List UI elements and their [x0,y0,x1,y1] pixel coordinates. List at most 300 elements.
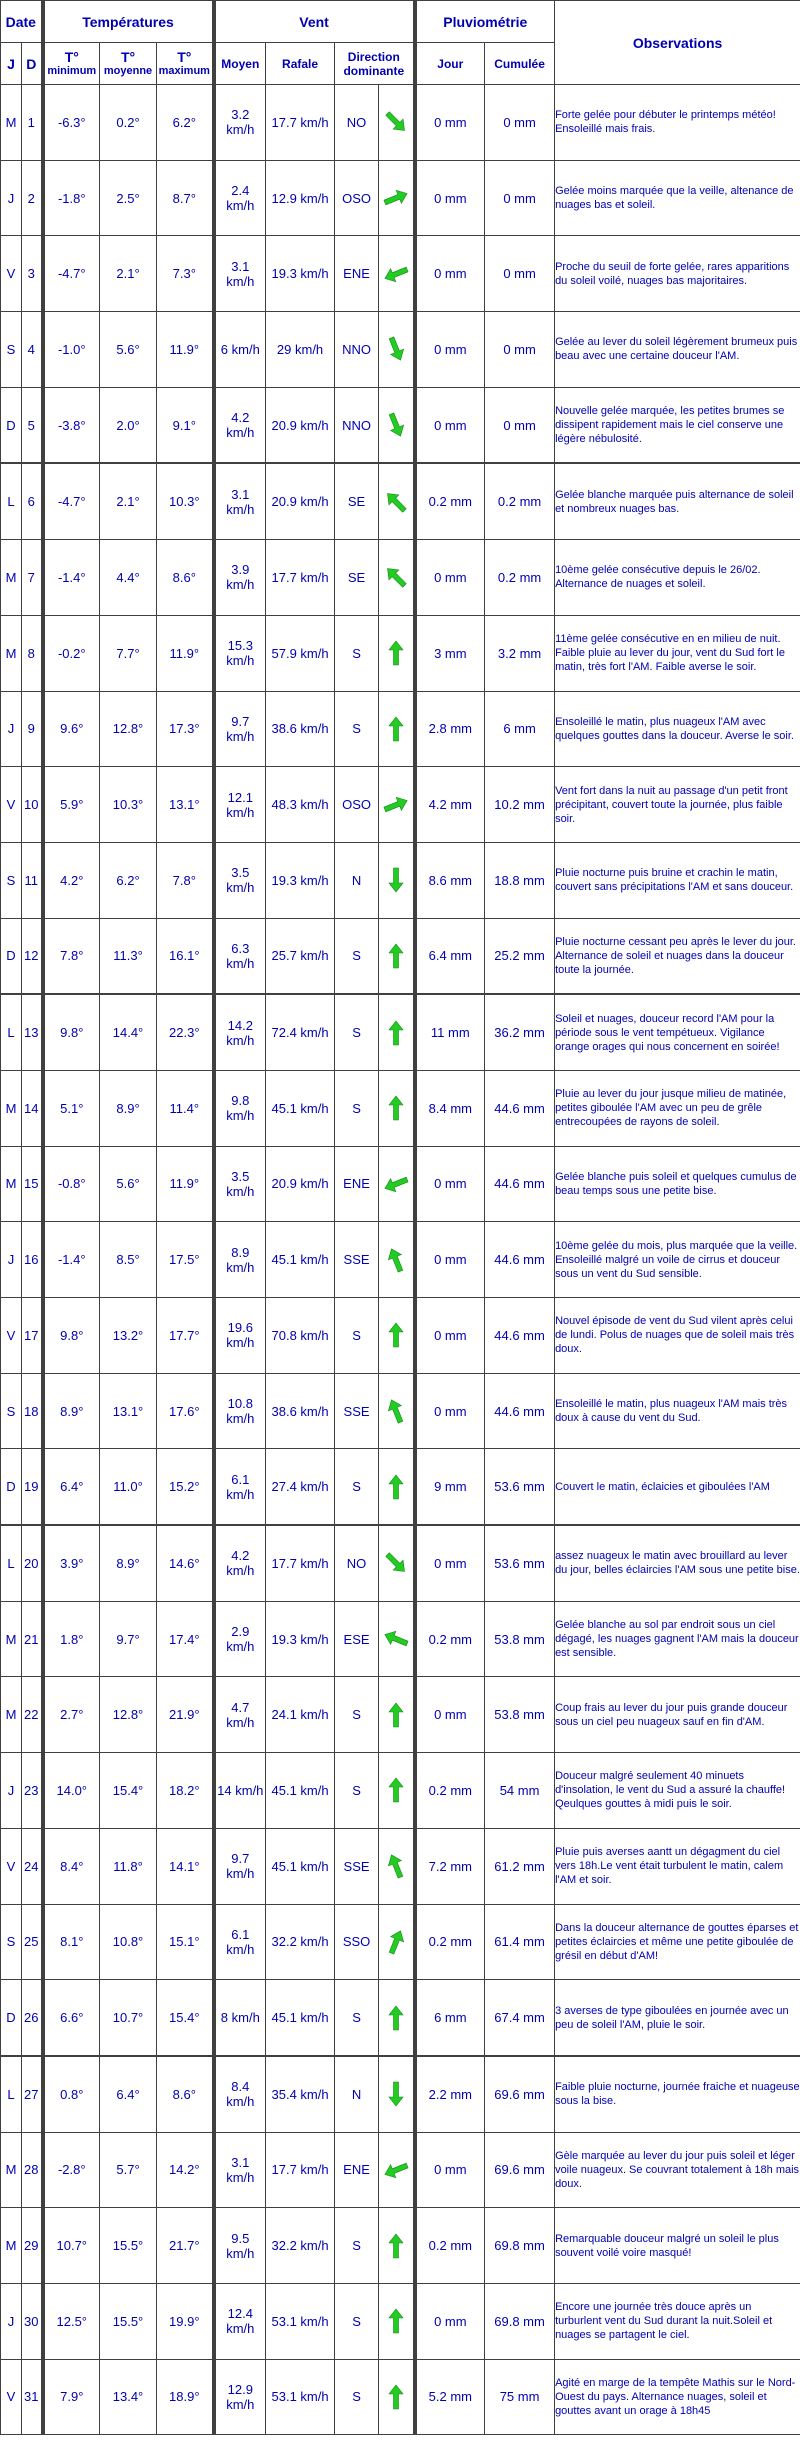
observation-cell: 3 averses de type giboulées en journée avec un peu de soleil l'AM, pluie le soir. [555,1980,800,2056]
wind-arrow-icon [383,261,409,287]
wind-dir-cell: OSO [335,767,379,843]
wind-gust-cell: 45.1 km/h [266,1980,335,2056]
wind-gust-cell: 45.1 km/h [266,1753,335,1829]
wind-arrow-icon [383,412,409,438]
observation-cell: Pluie au lever du jour jusque milieu de matinée, petites giboulée l'AM avec un peu de grêle entrecoupées de rayons de soleil. [555,1070,800,1146]
rain-day-cell: 0 mm [415,2283,485,2359]
day-letter-cell: M [1,85,22,161]
wind-avg-cell: 6.1 km/h [214,1449,266,1525]
tavg-cell: 9.7° [100,1601,157,1677]
tmax-cell: 14.2° [157,2132,214,2208]
day-number-cell: 16 [22,1222,43,1298]
wind-dir-cell: SE [335,463,379,539]
table-row [1,2283,800,2359]
observation-cell: Ensoleillé le matin, plus nuageux l'AM avec quelques gouttes dans la douceur. Averse le soir. [555,691,800,767]
wind-gust-cell: 45.1 km/h [266,1070,335,1146]
header-date: Date [1,1,43,43]
tmax-cell: 17.5° [157,1222,214,1298]
wind-arrow-cell [379,540,415,616]
wind-gust-cell: 17.7 km/h [266,2132,335,2208]
tavg-cell: 11.8° [100,1828,157,1904]
rain-day-cell: 8.6 mm [415,842,485,918]
day-number-cell: 7 [22,540,43,616]
day-letter-cell: M [1,2132,22,2208]
tmax-cell: 15.1° [157,1904,214,1980]
wind-gust-cell: 29 km/h [266,312,335,388]
tmin-cell: -1.8° [43,160,100,236]
rain-cumul-cell: 0 mm [485,312,555,388]
rain-day-cell: 0.2 mm [415,1753,485,1829]
wind-avg-cell: 19.6 km/h [214,1298,266,1374]
wind-arrow-icon [383,1095,409,1121]
day-number-cell: 10 [22,767,43,843]
observation-cell: assez nuageux le matin avec brouillard au lever du jour, belles éclaircies l'AM sous une petite bise. [555,1525,800,1601]
rain-cumul-cell: 69.8 mm [485,2283,555,2359]
day-number-cell: 11 [22,842,43,918]
day-number-cell: 22 [22,1677,43,1753]
day-number-cell: 3 [22,236,43,312]
wind-arrow-icon [383,1398,409,1424]
wind-avg-cell: 4.7 km/h [214,1677,266,1753]
wind-gust-cell: 20.9 km/h [266,387,335,463]
wind-gust-cell: 17.7 km/h [266,85,335,161]
table-row [1,1677,800,1753]
wind-dir-cell: ENE [335,2132,379,2208]
rain-cumul-cell: 6 mm [485,691,555,767]
day-letter-cell: L [1,463,22,539]
rain-cumul-cell: 0.2 mm [485,540,555,616]
wind-arrow-icon [383,716,409,742]
day-number-cell: 8 [22,615,43,691]
tavg-cell: 2.5° [100,160,157,236]
wind-dir-cell: OSO [335,160,379,236]
tmin-cell: 7.9° [43,2359,100,2435]
day-number-cell: 1 [22,85,43,161]
table-row [1,463,800,539]
day-number-cell: 17 [22,1298,43,1374]
rain-day-cell: 0 mm [415,1222,485,1298]
tmax-cell: 22.3° [157,994,214,1070]
day-number-cell: 26 [22,1980,43,2056]
wind-avg-cell: 3.1 km/h [214,236,266,312]
wind-avg-cell: 4.2 km/h [214,1525,266,1601]
tmin-cell: 9.6° [43,691,100,767]
wind-dir-cell: NO [335,85,379,161]
rain-cumul-cell: 0.2 mm [485,463,555,539]
wind-arrow-cell [379,1828,415,1904]
rain-cumul-cell: 44.6 mm [485,1070,555,1146]
header-tavg-label: moyenne [103,64,153,77]
tmin-cell: 8.4° [43,1828,100,1904]
tmin-cell: -6.3° [43,85,100,161]
rain-cumul-cell: 53.8 mm [485,1677,555,1753]
wind-dir-cell: S [335,1753,379,1829]
rain-day-cell: 2.8 mm [415,691,485,767]
tmax-cell: 19.9° [157,2283,214,2359]
tavg-cell: 7.7° [100,615,157,691]
rain-day-cell: 0 mm [415,540,485,616]
observation-cell: Agité en marge de la tempête Mathis sur le Nord-Ouest du pays. Alternance nuages, soleil et gouttes avant un orage à 18h45 [555,2359,800,2435]
table-row [1,1525,800,1601]
wind-gust-cell: 53.1 km/h [266,2359,335,2435]
wind-avg-cell: 14.2 km/h [214,994,266,1070]
tmax-cell: 17.7° [157,1298,214,1374]
wind-arrow-icon [383,1247,409,1273]
wind-avg-cell: 9.7 km/h [214,691,266,767]
wind-arrow-icon [383,1550,409,1576]
rain-cumul-cell: 61.4 mm [485,1904,555,1980]
day-letter-cell: M [1,540,22,616]
day-letter-cell: S [1,842,22,918]
wind-gust-cell: 72.4 km/h [266,994,335,1070]
tmin-cell: -1.0° [43,312,100,388]
tavg-cell: 15.5° [100,2283,157,2359]
rain-cumul-cell: 0 mm [485,387,555,463]
tmax-cell: 6.2° [157,85,214,161]
day-number-cell: 14 [22,1070,43,1146]
tavg-cell: 12.8° [100,1677,157,1753]
day-letter-cell: M [1,2208,22,2284]
wind-dir-cell: S [335,2283,379,2359]
day-letter-cell: M [1,1601,22,1677]
wind-dir-cell: S [335,2208,379,2284]
wind-arrow-cell [379,2359,415,2435]
wind-gust-cell: 57.9 km/h [266,615,335,691]
table-row [1,1980,800,2056]
table-row [1,1070,800,1146]
day-number-cell: 13 [22,994,43,1070]
wind-gust-cell: 20.9 km/h [266,1146,335,1222]
wind-arrow-cell [379,1449,415,1525]
tmin-cell: -2.8° [43,2132,100,2208]
tmax-cell: 13.1° [157,767,214,843]
observation-cell: Dans la douceur alternance de gouttes éparses et petites éclaircies et même une petite giboulée de grésil en début d'AM! [555,1904,800,1980]
rain-cumul-cell: 69.8 mm [485,2208,555,2284]
tmin-cell: 3.9° [43,1525,100,1601]
wind-arrow-cell [379,2208,415,2284]
header-tmax [157,43,214,85]
tmax-cell: 18.2° [157,1753,214,1829]
wind-arrow-icon [383,185,409,211]
wind-dir-cell: SE [335,540,379,616]
day-letter-cell: M [1,1070,22,1146]
observation-cell: Pluie nocturne puis bruine et crachin le matin, couvert sans précipitations l'AM et sans douceur. [555,842,800,918]
header-tavg-symbol: T° [120,48,136,65]
tavg-cell: 11.0° [100,1449,157,1525]
header-tmin-label: minimum [47,64,97,77]
wind-arrow-cell [379,1525,415,1601]
tavg-cell: 14.4° [100,994,157,1070]
wind-dir-cell: S [335,1298,379,1374]
wind-dir-cell: N [335,842,379,918]
day-number-cell: 30 [22,2283,43,2359]
table-row [1,918,800,994]
wind-avg-cell: 8 km/h [214,1980,266,2056]
rain-cumul-cell: 69.6 mm [485,2132,555,2208]
day-number-cell: 18 [22,1373,43,1449]
wind-arrow-cell [379,312,415,388]
rain-day-cell: 0 mm [415,160,485,236]
tmin-cell: 6.4° [43,1449,100,1525]
rain-day-cell: 3 mm [415,615,485,691]
tavg-cell: 2.1° [100,463,157,539]
wind-gust-cell: 38.6 km/h [266,691,335,767]
wind-gust-cell: 35.4 km/h [266,2056,335,2132]
rain-day-cell: 0 mm [415,236,485,312]
tmin-cell: 9.8° [43,994,100,1070]
tmax-cell: 18.9° [157,2359,214,2435]
tmax-cell: 11.9° [157,312,214,388]
tmin-cell: -1.4° [43,540,100,616]
tavg-cell: 8.5° [100,1222,157,1298]
day-letter-cell: V [1,1298,22,1374]
tmin-cell: 5.9° [43,767,100,843]
observation-cell: Ensoleillé le matin, plus nuageux l'AM mais très doux à cause du vent du Sud. [555,1373,800,1449]
observation-cell: Gèle marquée au lever du jour puis soleil et léger voile nuageux. Se couvrant totalement à 18h mais doux. [555,2132,800,2208]
wind-arrow-icon [383,640,409,666]
wind-dir-cell: ENE [335,236,379,312]
wind-arrow-cell [379,1146,415,1222]
day-letter-cell: J [1,2283,22,2359]
observation-cell: Vent fort dans la nuit au passage d'un petit front précipitant, couvert toute la journée, plus faible soir. [555,767,800,843]
wind-dir-cell: SSE [335,1373,379,1449]
day-number-cell: 21 [22,1601,43,1677]
tmax-cell: 11.9° [157,1146,214,1222]
rain-day-cell: 7.2 mm [415,1828,485,1904]
tmax-cell: 8.6° [157,540,214,616]
day-letter-cell: J [1,160,22,236]
tavg-cell: 8.9° [100,1525,157,1601]
tmin-cell: 14.0° [43,1753,100,1829]
header-wind-avg: Moyen [214,43,266,85]
tmax-cell: 21.7° [157,2208,214,2284]
wind-arrow-cell [379,387,415,463]
wind-avg-cell: 15.3 km/h [214,615,266,691]
wind-dir-cell: N [335,2056,379,2132]
rain-day-cell: 0 mm [415,85,485,161]
header-rain-cumul: Cumulée [485,43,555,85]
wind-arrow-cell [379,842,415,918]
observation-cell: Faible pluie nocturne, journée fraiche et nuageuse sous la bise. [555,2056,800,2132]
rain-day-cell: 0.2 mm [415,463,485,539]
wind-gust-cell: 24.1 km/h [266,1677,335,1753]
wind-gust-cell: 19.3 km/h [266,236,335,312]
rain-day-cell: 0 mm [415,1146,485,1222]
wind-gust-cell: 38.6 km/h [266,1373,335,1449]
rain-day-cell: 0 mm [415,1373,485,1449]
wind-avg-cell: 8.9 km/h [214,1222,266,1298]
wind-arrow-cell [379,1298,415,1374]
rain-cumul-cell: 44.6 mm [485,1298,555,1374]
observation-cell: Pluie puis averses aantt un dégagment du ciel vers 18h.Le vent était turbulent le matin, calem l'AM et soir. [555,1828,800,1904]
observation-cell: Douceur malgré seulement 40 minuets d'insolation, le vent du Sud a assuré la chauffe! Qeulques gouttes à midi puis le soir. [555,1753,800,1829]
tmin-cell: 6.6° [43,1980,100,2056]
table-row [1,1753,800,1829]
day-number-cell: 20 [22,1525,43,1601]
tmin-cell: -4.7° [43,236,100,312]
table-row [1,2132,800,2208]
wind-dir-cell: SSE [335,1222,379,1298]
table-row [1,1373,800,1449]
table-row [1,1146,800,1222]
day-letter-cell: S [1,1373,22,1449]
table-row [1,994,800,1070]
wind-arrow-icon [383,489,409,515]
day-letter-cell: V [1,236,22,312]
rain-day-cell: 9 mm [415,1449,485,1525]
tavg-cell: 6.4° [100,2056,157,2132]
header-tavg [100,43,157,85]
wind-arrow-icon [383,2308,409,2334]
rain-day-cell: 6.4 mm [415,918,485,994]
table-row [1,2208,800,2284]
rain-day-cell: 8.4 mm [415,1070,485,1146]
day-number-cell: 4 [22,312,43,388]
wind-avg-cell: 3.9 km/h [214,540,266,616]
table-row [1,236,800,312]
wind-arrow-cell [379,1980,415,2056]
rain-day-cell: 0 mm [415,1525,485,1601]
tmax-cell: 14.6° [157,1525,214,1601]
tmin-cell: -0.2° [43,615,100,691]
wind-arrow-cell [379,918,415,994]
observation-cell: 10ème gelée consécutive depuis le 26/02. Alternance de nuages et soleil. [555,540,800,616]
tavg-cell: 13.1° [100,1373,157,1449]
wind-arrow-icon [383,2157,409,2183]
day-number-cell: 25 [22,1904,43,1980]
tavg-cell: 10.8° [100,1904,157,1980]
wind-dir-cell: NNO [335,387,379,463]
tmax-cell: 15.4° [157,1980,214,2056]
rain-day-cell: 0.2 mm [415,1904,485,1980]
wind-arrow-icon [383,336,409,362]
tmax-cell: 17.6° [157,1373,214,1449]
wind-gust-cell: 19.3 km/h [266,842,335,918]
day-letter-cell: L [1,2056,22,2132]
wind-avg-cell: 6 km/h [214,312,266,388]
tavg-cell: 8.9° [100,1070,157,1146]
wind-arrow-icon [383,2384,409,2410]
wind-gust-cell: 27.4 km/h [266,1449,335,1525]
header-tmin-symbol: T° [64,48,79,65]
tmin-cell: 2.7° [43,1677,100,1753]
observation-cell: Soleil et nuages, douceur record l'AM pour la période sous le vent tempétueux. Vigilance orange orages qui nous concernent en soirée! [555,994,800,1070]
wind-gust-cell: 32.2 km/h [266,2208,335,2284]
header-observations: Observations [555,1,800,85]
rain-cumul-cell: 69.6 mm [485,2056,555,2132]
wind-avg-cell: 8.4 km/h [214,2056,266,2132]
tmax-cell: 17.3° [157,691,214,767]
observation-cell: 11ème gelée consécutive en en milieu de nuit. Faible pluie au lever du jour, vent du Sud fort le matin, très fort l'AM. Faible averse le soir. [555,615,800,691]
observation-cell: Couvert le matin, éclaicies et giboulées l'AM [555,1449,800,1525]
wind-arrow-icon [383,2081,409,2107]
tmax-cell: 11.4° [157,1070,214,1146]
tavg-cell: 13.4° [100,2359,157,2435]
tmin-cell: 8.9° [43,1373,100,1449]
wind-dir-cell: ESE [335,1601,379,1677]
observation-cell: 10ème gelée du mois, plus marquée que la veille. Ensoleillé malgré un voile de cirrus et douceur sous un vent du Sud sensible. [555,1222,800,1298]
wind-arrow-cell [379,1904,415,1980]
wind-arrow-cell [379,1070,415,1146]
tmax-cell: 10.3° [157,463,214,539]
tmin-cell: -3.8° [43,387,100,463]
day-letter-cell: L [1,994,22,1070]
rain-cumul-cell: 44.6 mm [485,1222,555,1298]
tmin-cell: 12.5° [43,2283,100,2359]
wind-dir-cell: S [335,1677,379,1753]
rain-cumul-cell: 44.6 mm [485,1373,555,1449]
day-letter-cell: V [1,767,22,843]
rain-day-cell: 11 mm [415,994,485,1070]
day-letter-cell: M [1,615,22,691]
rain-day-cell: 2.2 mm [415,2056,485,2132]
tmin-cell: 7.8° [43,918,100,994]
wind-avg-cell: 4.2 km/h [214,387,266,463]
rain-cumul-cell: 3.2 mm [485,615,555,691]
rain-cumul-cell: 53.6 mm [485,1525,555,1601]
wind-arrow-icon [383,1020,409,1046]
wind-avg-cell: 3.5 km/h [214,842,266,918]
wind-dir-cell: S [335,2359,379,2435]
day-number-cell: 23 [22,1753,43,1829]
wind-avg-cell: 12.4 km/h [214,2283,266,2359]
rain-cumul-cell: 67.4 mm [485,1980,555,2056]
observation-cell: Encore une journée très douce après un turburlent vent du Sud durant la nuit.Soleil et nuages se partagent le ciel. [555,2283,800,2359]
observation-cell: Coup frais au lever du jour puis grande douceur sous un ciel peu nuageux sauf en fin d'AM. [555,1677,800,1753]
wind-dir-cell: S [335,1449,379,1525]
header-wind-gust: Rafale [266,43,335,85]
header-temperatures: Températures [43,1,214,43]
tavg-cell: 0.2° [100,85,157,161]
wind-arrow-cell [379,691,415,767]
wind-gust-cell: 48.3 km/h [266,767,335,843]
day-letter-cell: J [1,1753,22,1829]
day-letter-cell: D [1,1980,22,2056]
day-letter-cell: S [1,312,22,388]
wind-avg-cell: 2.9 km/h [214,1601,266,1677]
wind-avg-cell: 6.3 km/h [214,918,266,994]
wind-avg-cell: 3.1 km/h [214,2132,266,2208]
wind-arrow-icon [383,1171,409,1197]
wind-avg-cell: 14 km/h [214,1753,266,1829]
tmin-cell: 0.8° [43,2056,100,2132]
table-row [1,1601,800,1677]
wind-dir-cell: ENE [335,1146,379,1222]
tavg-cell: 5.7° [100,2132,157,2208]
wind-arrow-cell [379,1753,415,1829]
wind-arrow-icon [383,867,409,893]
day-letter-cell: J [1,1222,22,1298]
tavg-cell: 10.3° [100,767,157,843]
wind-gust-cell: 45.1 km/h [266,1222,335,1298]
wind-arrow-icon [383,109,409,135]
wind-gust-cell: 20.9 km/h [266,463,335,539]
wind-gust-cell: 70.8 km/h [266,1298,335,1374]
day-number-cell: 24 [22,1828,43,1904]
day-letter-cell: S [1,1904,22,1980]
wind-dir-cell: S [335,615,379,691]
day-letter-cell: M [1,1677,22,1753]
wind-dir-cell: S [335,1980,379,2056]
wind-gust-cell: 53.1 km/h [266,2283,335,2359]
wind-gust-cell: 32.2 km/h [266,1904,335,1980]
tmax-cell: 7.8° [157,842,214,918]
day-number-cell: 2 [22,160,43,236]
header-wind-direction: Direction dominante [335,43,415,85]
rain-day-cell: 0.2 mm [415,2208,485,2284]
day-number-cell: 19 [22,1449,43,1525]
rain-cumul-cell: 61.2 mm [485,1828,555,1904]
